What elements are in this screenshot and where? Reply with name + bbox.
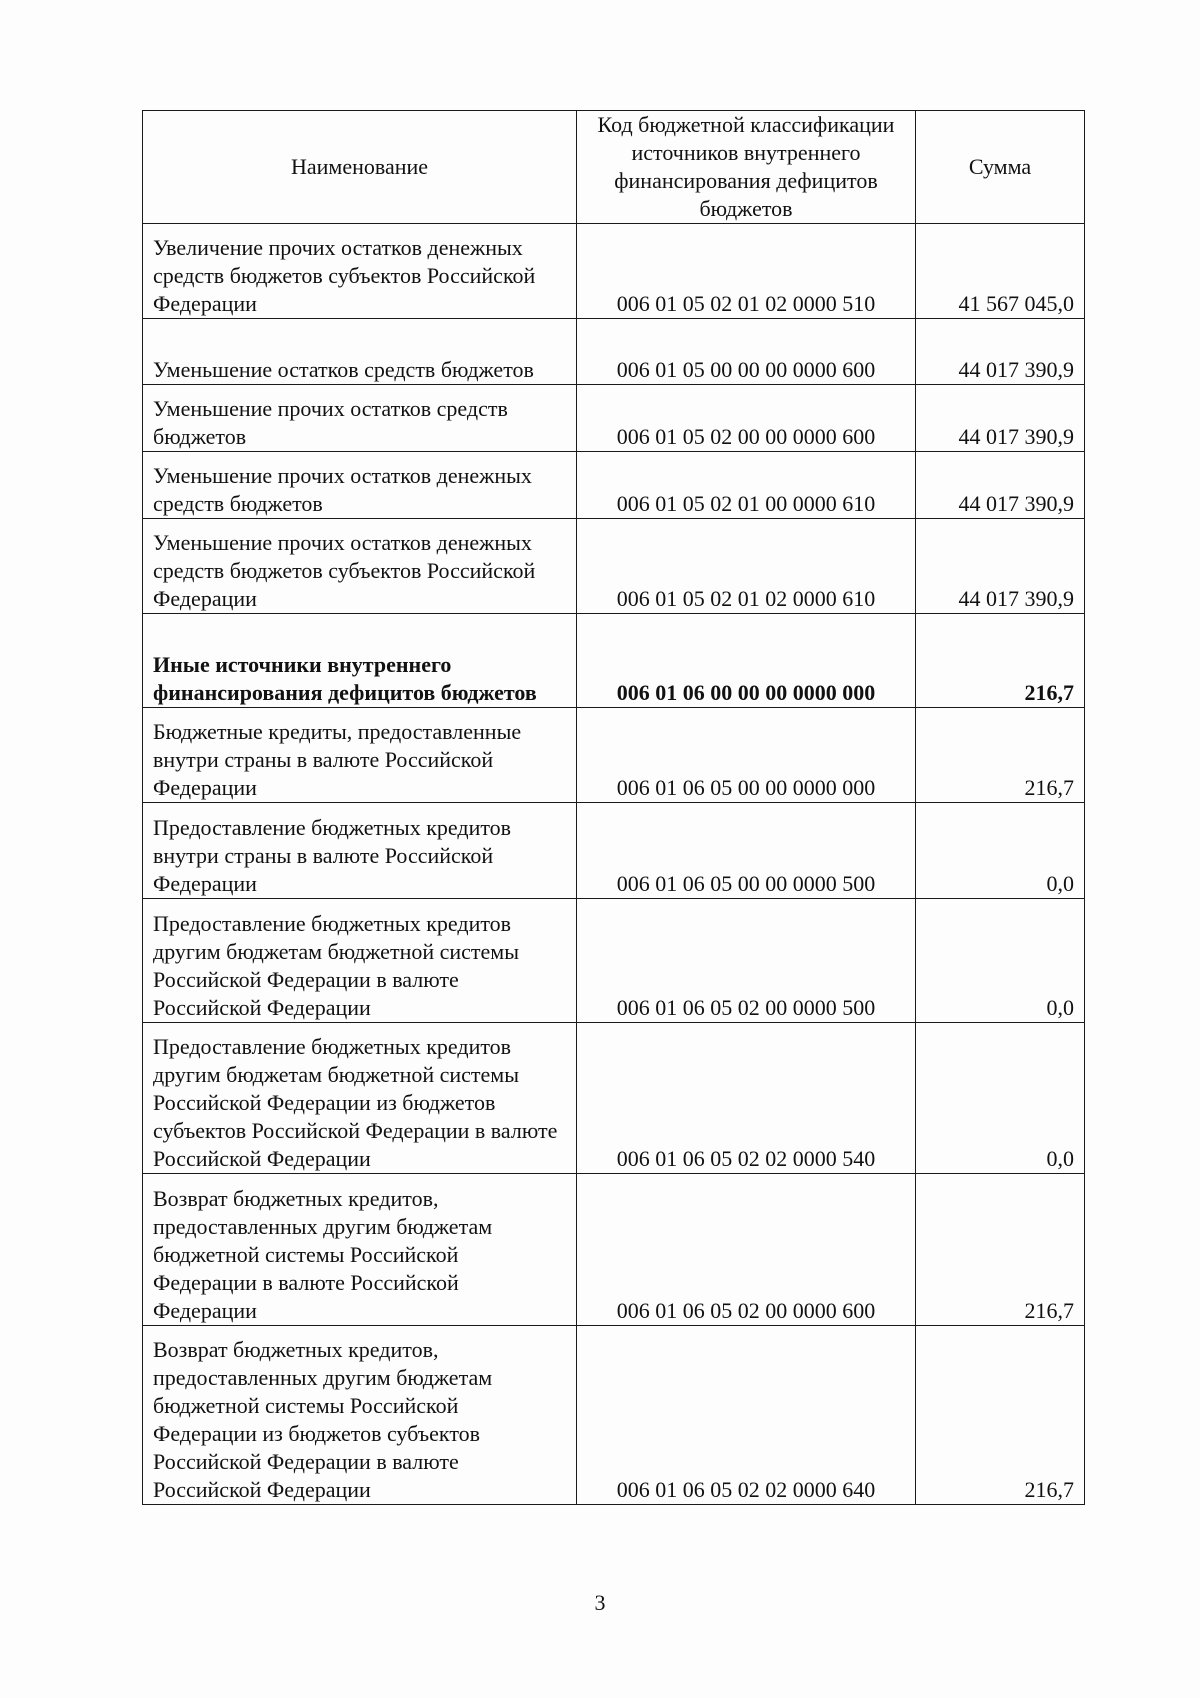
table-header bbox=[143, 111, 1085, 224]
table-row bbox=[143, 1326, 1085, 1505]
header-name: Наименование bbox=[143, 111, 577, 224]
row-name: Возврат бюджетных кредитов, предоставленных другим бюджетам бюджетной системы Российской Федерации из бюджетов субъектов Российской Федерации в валюте Российской Федерации bbox=[143, 1326, 577, 1505]
row-code: 006 01 05 02 01 02 0000 610 bbox=[577, 519, 916, 614]
row-code: 006 01 05 00 00 00 0000 600 bbox=[577, 319, 916, 385]
row-code: 006 01 06 05 02 02 0000 540 bbox=[577, 1023, 916, 1174]
row-sum: 216,7 bbox=[916, 708, 1085, 803]
table-row bbox=[143, 452, 1085, 519]
page-number: 3 bbox=[594, 1590, 606, 1615]
row-sum: 216,7 bbox=[916, 614, 1085, 708]
row-sum: 0,0 bbox=[916, 899, 1085, 1023]
row-code: 006 01 06 00 00 00 0000 000 bbox=[577, 614, 916, 708]
row-sum: 41 567 045,0 bbox=[916, 224, 1085, 319]
row-sum: 216,7 bbox=[916, 1174, 1085, 1326]
row-sum: 44 017 390,9 bbox=[916, 385, 1085, 452]
row-name: Уменьшение прочих остатков денежных средств бюджетов субъектов Российской Федерации bbox=[143, 519, 577, 614]
table-row bbox=[143, 708, 1085, 803]
budget-sources-table bbox=[142, 110, 1085, 1505]
row-code: 006 01 06 05 00 00 0000 000 bbox=[577, 708, 916, 803]
row-sum: 44 017 390,9 bbox=[916, 452, 1085, 519]
header-sum: Сумма bbox=[916, 111, 1085, 224]
row-code: 006 01 06 05 00 00 0000 500 bbox=[577, 803, 916, 899]
row-name: Предоставление бюджетных кредитов внутри страны в валюте Российской Федерации bbox=[143, 803, 577, 899]
row-sum: 44 017 390,9 bbox=[916, 319, 1085, 385]
header-row bbox=[143, 111, 1085, 224]
row-name: Предоставление бюджетных кредитов другим бюджетам бюджетной системы Российской Федерации из бюджетов субъектов Российской Федерации в валюте Российской Федерации bbox=[143, 1023, 577, 1174]
row-sum: 216,7 bbox=[916, 1326, 1085, 1505]
row-name: Иные источники внутреннего финансирования дефицитов бюджетов bbox=[143, 614, 577, 708]
table-row bbox=[143, 1023, 1085, 1174]
row-code: 006 01 06 05 02 00 0000 500 bbox=[577, 899, 916, 1023]
row-sum: 0,0 bbox=[916, 803, 1085, 899]
table-row-subtotal bbox=[143, 614, 1085, 708]
table-body bbox=[143, 224, 1085, 1505]
row-sum: 0,0 bbox=[916, 1023, 1085, 1174]
table-row bbox=[143, 385, 1085, 452]
table-row bbox=[143, 1174, 1085, 1326]
header-code: Код бюджетной классификации источников внутреннего финансирования дефицитов бюджетов bbox=[577, 111, 916, 224]
row-code: 006 01 05 02 01 02 0000 510 bbox=[577, 224, 916, 319]
row-name: Бюджетные кредиты, предоставленные внутри страны в валюте Российской Федерации bbox=[143, 708, 577, 803]
table-row bbox=[143, 803, 1085, 899]
table-row bbox=[143, 899, 1085, 1023]
row-name: Возврат бюджетных кредитов, предоставленных другим бюджетам бюджетной системы Российской Федерации в валюте Российской Федерации bbox=[143, 1174, 577, 1326]
row-name: Увеличение прочих остатков денежных средств бюджетов субъектов Российской Федерации bbox=[143, 224, 577, 319]
table-row bbox=[143, 224, 1085, 319]
row-code: 006 01 05 02 01 00 0000 610 bbox=[577, 452, 916, 519]
table-row bbox=[143, 319, 1085, 385]
row-name: Уменьшение прочих остатков средств бюджетов bbox=[143, 385, 577, 452]
row-code: 006 01 05 02 00 00 0000 600 bbox=[577, 385, 916, 452]
row-code: 006 01 06 05 02 02 0000 640 bbox=[577, 1326, 916, 1505]
row-name: Уменьшение прочих остатков денежных средств бюджетов bbox=[143, 452, 577, 519]
table-row bbox=[143, 519, 1085, 614]
row-sum: 44 017 390,9 bbox=[916, 519, 1085, 614]
row-name: Предоставление бюджетных кредитов другим бюджетам бюджетной системы Российской Федерации в валюте Российской Федерации bbox=[143, 899, 577, 1023]
row-name: Уменьшение остатков средств бюджетов bbox=[143, 319, 577, 385]
row-code: 006 01 06 05 02 00 0000 600 bbox=[577, 1174, 916, 1326]
